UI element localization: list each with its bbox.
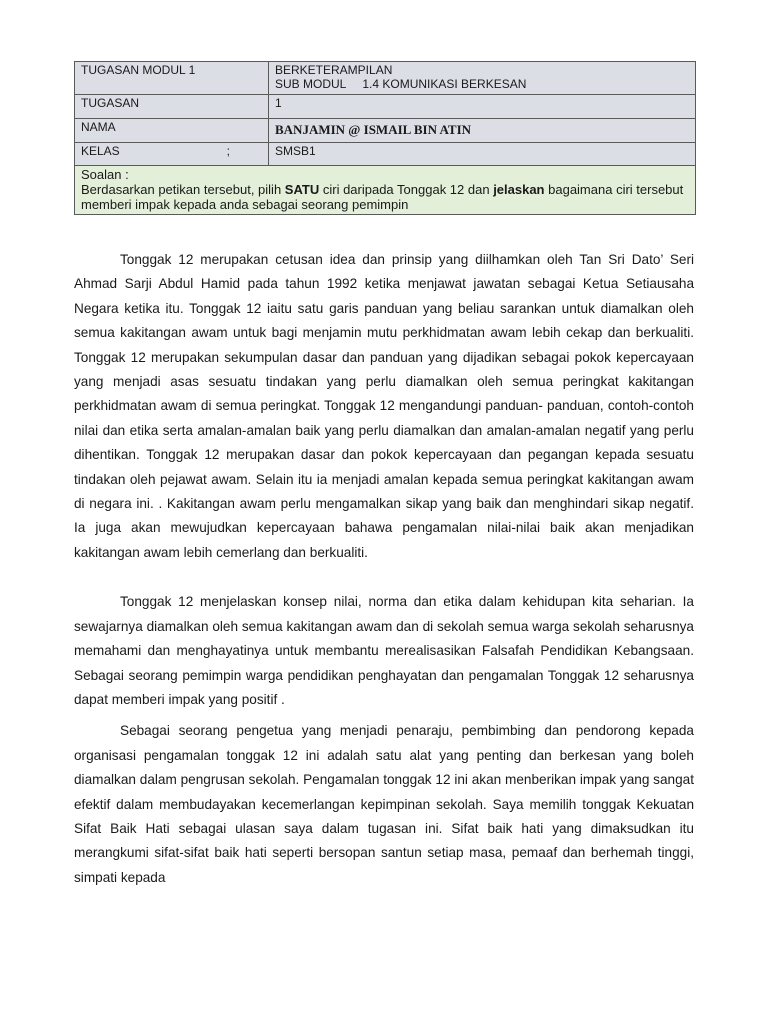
paragraph-1: Tonggak 12 merupakan cetusan idea dan prinsip yang diilhamkan oleh Tan Sri Dato’ Seri Ahmad Sarji Abdul Hamid pada tahun 1992 ketika menjawat jawatan sebagai Ketua Setiausaha Negara ketika itu. Tonggak 12 iaitu satu garis panduan yang beliau sarankan untuk diamalkan oleh semua kakitangan awam untuk bagi menjamin mutu perkhidmatan awam lebih cekap dan berkualiti. Tonggak 12 merupakan sekumpulan dasar dan panduan yang dijadikan sebagai pokok kepercayaan yang menjadi asas sesuatu tindakan yang perlu diamalkan oleh semua peringkat kakitangan perkhidmatan awam di semua peringkat. Tonggak 12 mengandungi panduan- panduan, contoh-contoh nilai dan etika serta amalan-amalan baik yang perlu diamalkan dan amalan-amalan negatif yang perlu dihentikan. Tonggak 12 merupakan dasar dan pokok kepercayaan dan pegangan kepada sesuatu tindakan oleh pejawat awam. Selain itu ia menjadi amalan kepada semua peringkat kakitangan awam di negara ini. . Kakitangan awam perlu mengamalkan sikap yang baik dan menghindari sikap negatif. Ia juga akan mewujudkan kepercayaan bahawa pengamalan nilai-nilai baik akan menjadikan kakitangan awam lebih cemerlang dan berkualiti. xyxy=(74,252,694,560)
question-text-part: ciri daripada Tonggak 12 dan xyxy=(319,182,494,197)
table-row xyxy=(75,119,696,143)
table-row xyxy=(75,95,696,119)
question-label: Soalan : xyxy=(81,167,129,182)
question-text-part: bagaimana ciri tersebut memberi impak kepada anda sebagai seorang pemimpin xyxy=(81,182,684,212)
nama-label-text: NAMA xyxy=(81,120,116,134)
kelas-value xyxy=(269,143,696,166)
nama-label xyxy=(75,119,269,143)
question-cell xyxy=(75,166,696,215)
tugasan-label xyxy=(75,95,269,119)
kelas-label-row xyxy=(81,144,262,158)
table-row xyxy=(75,62,696,95)
assignment-info-table xyxy=(74,61,696,215)
kelas-label-text: KELAS xyxy=(81,144,120,158)
submodul-title: 1.4 KOMUNIKASI BERKESAN xyxy=(362,77,527,91)
kelas-value-text: SMSB1 xyxy=(275,144,316,158)
modul-value-line1: BERKETERAMPILAN xyxy=(275,63,393,77)
question-text xyxy=(81,182,689,212)
paragraph-2: Tonggak 12 menjelaskan konsep nilai, norma dan etika dalam kehidupan kita seharian. Ia sewajarnya diamalkan oleh semua kakitangan awam dan di sekolah semua warga sekolah seharusnya memahami dan menghayatinya untuk membantu merealisasikan Falsafah Pendidikan Kebangsaan. Sebagai seorang pemimpin warga pendidikan penghayatan dan pengamalan Tonggak 12 seharusnya dapat memberi impak yang positif . xyxy=(74,594,694,707)
student-name: BANJAMIN @ ISMAIL BIN ATIN xyxy=(275,122,472,137)
paragraph-3: Sebagai seorang pengetua yang menjadi penaraju, pembimbing dan pendorong kepada organisasi pengamalan tonggak 12 ini adalah satu alat yang penting dan berkesan yang boleh diamalkan dalam pengrusan sekolah. Pengamalan tonggak 12 ini akan menberikan impak yang sangat efektif dalam membudayakan kecemerlangan kepimpinan sekolah. Saya memilih tonggak Kekuatan Sifat Baik Hati sebagai ulasan saya dalam tugasan ini. Sifat baik hati yang dimaksudkan itu merangkumi sifat-sifat baik hati seperti bersopan santun setiap masa, pemaaf dan berhemah tinggi, simpati kepada xyxy=(74,723,694,885)
kelas-separator: ; xyxy=(226,144,230,158)
submodul-line xyxy=(275,77,689,91)
modul-label-text: TUGASAN MODUL 1 xyxy=(81,63,196,77)
kelas-label xyxy=(75,143,269,166)
table-row xyxy=(75,143,696,166)
nama-value xyxy=(269,119,696,143)
tugasan-value-text: 1 xyxy=(275,96,282,110)
essay-body xyxy=(74,248,694,890)
tugasan-value xyxy=(269,95,696,119)
tugasan-label-text: TUGASAN xyxy=(81,96,140,110)
modul-value xyxy=(269,62,696,95)
modul-label xyxy=(75,62,269,95)
submodul-prefix: SUB MODUL xyxy=(275,77,347,91)
question-text-part: Berdasarkan petikan tersebut, pilih xyxy=(81,182,285,197)
question-row xyxy=(75,166,696,215)
question-emphasis: SATU xyxy=(284,182,320,197)
question-emphasis: jelaskan xyxy=(493,182,545,197)
